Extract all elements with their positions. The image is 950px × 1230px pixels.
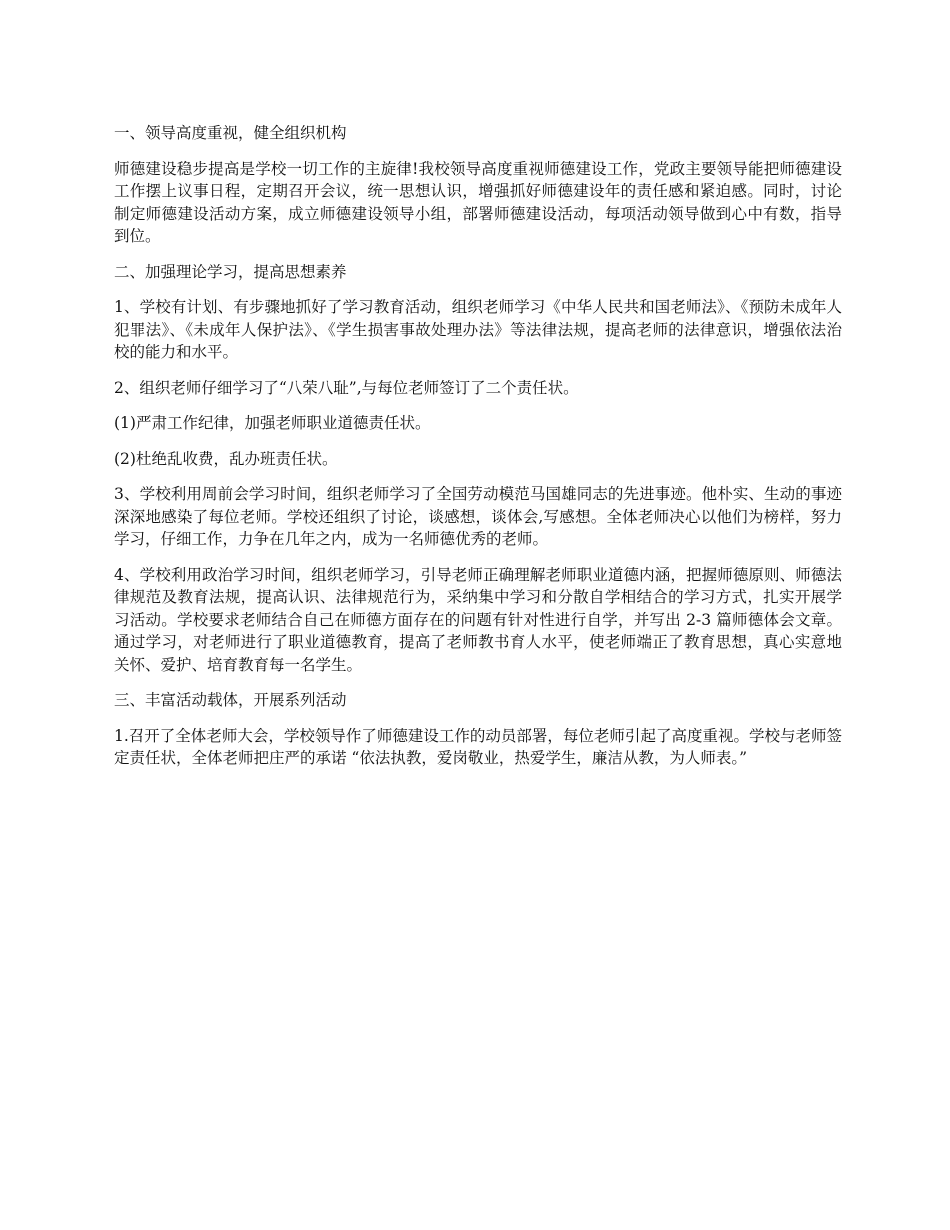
paragraph-item-3: 3、学校利用周前会学习时间，组织老师学习了全国劳动模范马国雄同志的先进事迹。他朴实、生动的事迹深深地感染了每位老师。学校还组织了讨论，谈感想，谈体会,写感想。全体老师决心以他们为榜样，努力学习，仔细工作，力争在几年之内，成为一名师德优秀的老师。: [114, 485, 842, 548]
paragraph-activity-1: 1.召开了全体老师大会，学校领导作了师德建设工作的动员部署，每位老师引起了高度重视。学校与老师签定责任状，全体老师把庄严的承诺 “依法执教，爱岗敬业，热爱学生，廉洁从教，为人师表。”: [114, 726, 842, 767]
paragraph-item-4: 4、学校利用政治学习时间，组织老师学习，引导老师正确理解老师职业道德内涵，把握师德原则、师德法律规范及教育法规，提高认识、法律规范行为，采纳集中学习和分散自学相结合的学习方式，扎实开展学习活动。学校要求老师结合自己在师德方面存在的问题有针对性进行自学，并写出 2-3 篇师德体会文章。通过学习，对老师进行了职业道德教育，提高了老师教书育人水平，使老师端正了教育思想，真心实意地关怀、爱护、培育教育每一名学生。: [114, 565, 842, 674]
paragraph-subitem-2: (2)杜绝乱收费，乱办班责任状。: [114, 449, 338, 468]
document-body: [114, 122, 842, 783]
paragraph-item-1: 1、学校有计划、有步骤地抓好了学习教育活动，组织老师学习《中华人民共和国老师法》、《预防未成年人犯罪法》、《未成年人保护法》、《学生损害事故处理办法》等法律法规，提高老师的法律意识，增强依法治校的能力和水平。: [114, 298, 842, 361]
paragraph-subitem-1: (1)严肃工作纪律，加强老师职业道德责任状。: [114, 414, 431, 432]
section-heading-3: 三、丰富活动载体，开展系列活动: [114, 691, 347, 709]
paragraph-leadership: 师德建设稳步提高是学校一切工作的主旋律!我校领导高度重视师德建设工作，党政主要领导能把师德建设工作摆上议事日程，定期召开会议，统一思想认识，增强抓好师德建设年的责任感和紧迫感。同时，讨论制定师德建设活动方案，成立师德建设领导小组，部署师德建设活动，每项活动领导做到心中有数，指导到位。: [114, 159, 842, 245]
section-heading-1: 一、领导高度重视，健全组织机构: [114, 124, 347, 142]
section-heading-2: 二、加强理论学习，提高思想素养: [114, 262, 347, 281]
paragraph-item-2: 2、组织老师仔细学习了“八荣八耻”,与每位老师签订了二个责任状。: [114, 378, 579, 397]
